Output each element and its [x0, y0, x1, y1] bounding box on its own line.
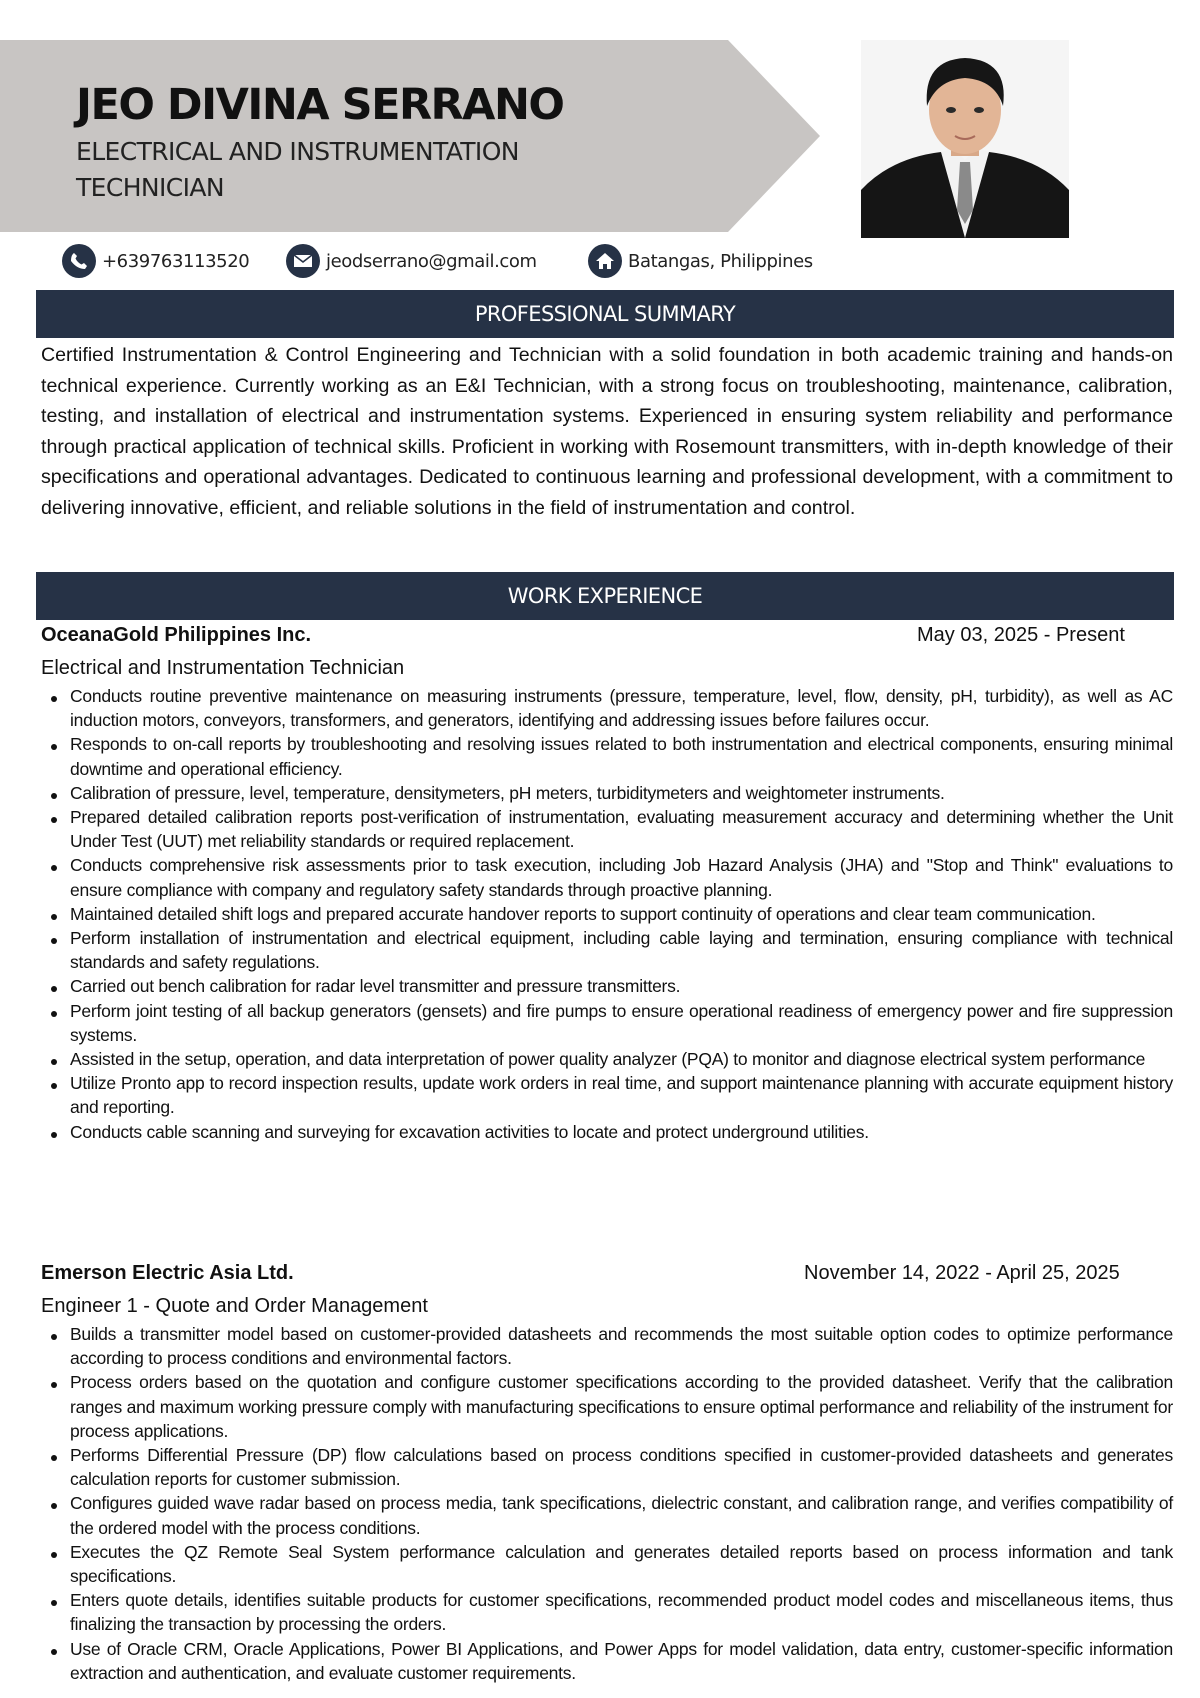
email-address: jeodserrano@gmail.com — [326, 250, 537, 272]
home-icon — [588, 244, 622, 278]
contact-email[interactable] — [286, 244, 537, 278]
job-bullet: Calibration of pressure, level, temperature, densitymeters, pH meters, turbiditymeters and weightometer instruments. — [41, 781, 1173, 805]
company-name: OceanaGold Philippines Inc. — [41, 624, 312, 646]
job-bullet: Perform installation of instrumentation and electrical equipment, including cable laying and termination, ensuring compliance with technical standards and safety regulations. — [41, 926, 1173, 974]
candidate-name: JEO DIVINA SERRANO — [76, 80, 564, 130]
job-role: Electrical and Instrumentation Technician — [41, 657, 405, 679]
job-bullet: Executes the QZ Remote Seal System performance calculation and generates detailed reports based on process information and tank specifications. — [41, 1540, 1173, 1588]
phone-number: +639763113520 — [102, 250, 250, 272]
job-bullet: Process orders based on the quotation and configure customer specifications according to the provided datasheet. Verify that the calibration ranges and maximum working pressure comply with manufacturing specifications to ensure optimal performance and reliability of the instrument for process applications. — [41, 1370, 1173, 1443]
job-bullets — [41, 684, 1173, 1144]
location-text: Batangas, Philippines — [628, 250, 813, 272]
job-bullet: Performs Differential Pressure (DP) flow calculations based on process conditions specified in customer-provided datasheets and generates calculation reports for customer submission. — [41, 1443, 1173, 1491]
job-bullet: Conducts routine preventive maintenance on measuring instruments (pressure, temperature, level, flow, density, pH, turbidity), as well as AC induction motors, conveyors, transformers, and generators, identifying and addressing issues before failures occur. — [41, 684, 1173, 732]
job-bullet: Maintained detailed shift logs and prepared accurate handover reports to support continuity of operations and clear team communication. — [41, 902, 1173, 926]
job-bullet: Prepared detailed calibration reports post-verification of instrumentation, evaluating measurement accuracy and determining whether the Unit Under Test (UUT) met reliability standards or required replacement. — [41, 805, 1173, 853]
job-dates: May 03, 2025 - Present — [917, 624, 1125, 646]
job-bullet: Use of Oracle CRM, Oracle Applications, Power BI Applications, and Power Apps for model validation, data entry, customer-specific information extraction and authentication, and evaluate customer requirements. — [41, 1637, 1173, 1685]
summary-text: Certified Instrumentation & Control Engineering and Technician with a solid foundation in both academic training and hands-on technical experience. Currently working as an E&I Technician, with a strong focus on troubleshooting, maintenance, calibration, testing, and installation of electrical and instrumentation systems. Experienced in ensuring system reliability and performance through practical application of technical skills. Proficient in working with Rosemount transmitters, with in-depth knowledge of their specifications and operational advantages. Dedicated to continuous learning and professional development, with a commitment to delivering innovative, efficient, and reliable solutions in the field of instrumentation and control. — [41, 344, 1173, 519]
job-bullet: Conducts cable scanning and surveying for excavation activities to locate and protect underground utilities. — [41, 1120, 1173, 1144]
job-bullet: Responds to on-call reports by troubleshooting and resolving issues related to both instrumentation and electrical components, ensuring minimal downtime and operational efficiency. — [41, 732, 1173, 780]
job-entry — [41, 1262, 1173, 1685]
contact-bar — [0, 244, 1200, 280]
job-bullet: Assisted in the setup, operation, and data interpretation of power quality analyzer (PQA) to monitor and diagnose electrical system performance — [41, 1047, 1173, 1071]
job-bullet: Carried out bench calibration for radar level transmitter and pressure transmitters. — [41, 974, 1173, 998]
job-bullets — [41, 1322, 1173, 1685]
phone-icon — [62, 244, 96, 278]
profile-photo — [861, 40, 1069, 238]
job-role: Engineer 1 - Quote and Order Management — [41, 1295, 428, 1317]
job-bullet: Conducts comprehensive risk assessments prior to task execution, including Job Hazard Analysis (JHA) and "Stop and Think" evaluations to ensure compliance with company and regulatory safety standards through proactive planning. — [41, 853, 1173, 901]
contact-phone[interactable] — [62, 244, 249, 278]
job-bullet: Utilize Pronto app to record inspection results, update work orders in real time, and support maintenance planning with accurate equipment history and reporting. — [41, 1071, 1173, 1119]
job-bullet: Enters quote details, identifies suitable products for customer specifications, recommended product model codes and miscellaneous items, thus finalizing the transaction by processing the orders. — [41, 1588, 1173, 1636]
contact-location — [588, 244, 813, 278]
section-header-summary: PROFESSIONAL SUMMARY — [36, 290, 1174, 338]
job-entry — [41, 624, 1173, 1144]
company-name: Emerson Electric Asia Ltd. — [41, 1262, 294, 1284]
job-title: ELECTRICAL AND INSTRUMENTATION TECHNICIAN — [76, 137, 519, 202]
envelope-icon — [286, 244, 320, 278]
job-bullet: Perform joint testing of all backup generators (gensets) and fire pumps to ensure operational readiness of emergency power and fire suppression systems. — [41, 999, 1173, 1047]
job-bullet: Configures guided wave radar based on process media, tank specifications, dielectric constant, and calibration range, and verifies compatibility of the ordered model with the process conditions. — [41, 1491, 1173, 1539]
job-dates: November 14, 2022 - April 25, 2025 — [804, 1262, 1120, 1284]
job-bullet: Builds a transmitter model based on customer-provided datasheets and recommends the most suitable option codes to optimize performance according to process conditions and environmental factors. — [41, 1322, 1173, 1370]
section-header-experience: WORK EXPERIENCE — [36, 572, 1174, 620]
